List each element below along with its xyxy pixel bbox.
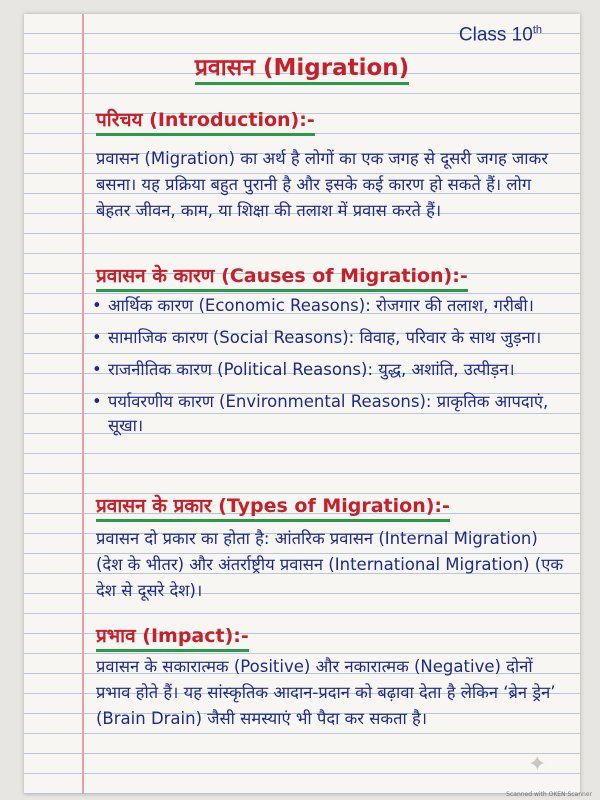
types-heading: प्रवासन के प्रकार (Types of Migration):-	[96, 492, 450, 522]
list-item: • सामाजिक कारण (Social Reasons): विवाह, परिवार के साथ जुड़ना।	[92, 326, 572, 350]
causes-list	[92, 294, 572, 446]
class-label-sup: th	[532, 24, 542, 36]
list-item: • पर्यावरणीय कारण (Environmental Reasons): प्राकृतिक आपदाएं, सूखा।	[92, 390, 572, 438]
scanner-footer: Scanned with OKEN Scanner	[506, 791, 592, 798]
page-title	[24, 50, 580, 82]
class-label	[459, 24, 542, 46]
notebook-page	[24, 14, 580, 794]
intro-paragraph: प्रवासन (Migration) का अर्थ है लोगों का एक जगह से दूसरी जगह जाकर बसना। यह प्रक्रिया बहुत पुरानी है और इसके कई कारण हो सकते हैं। लोग बेहतर जीवन, काम, या शिक्षा की तलाश में प्रवास करते हैं।	[96, 149, 548, 220]
impact-heading: प्रभाव (Impact):-	[96, 622, 249, 652]
page-title-text: प्रवासन (Migration)	[195, 55, 409, 85]
causes-heading: प्रवासन के कारण (Causes of Migration):-	[96, 262, 468, 292]
intro-heading: परिचय (Introduction):-	[96, 106, 315, 136]
types-paragraph: प्रवासन दो प्रकार का होता है: आंतरिक प्रवासन (Internal Migration) (देश के भीतर) और अंतर्राष्ट्रीय प्रवासन (International Migration) (एक देश से दूसरे देश)।	[96, 529, 564, 600]
list-item: • राजनीतिक कारण (Political Reasons): युद्ध, अशांति, उत्पीड़न।	[92, 358, 572, 382]
list-item: • आर्थिक कारण (Economic Reasons): रोजगार की तलाश, गरीबी।	[92, 294, 572, 318]
sparkle-icon: ✦	[528, 752, 547, 777]
impact-paragraph: प्रवासन के सकारात्मक (Positive) और नकारात्मक (Negative) दोनों प्रभाव होते हैं। यह सांस्कृतिक आदान-प्रदान को बढ़ावा देता है लेकिन ‘ब्रेन ड्रेन’ (Brain Drain) जैसी समस्याएं भी पैदा कर सकता है।	[96, 657, 556, 728]
class-label-text: Class 10	[458, 24, 533, 46]
